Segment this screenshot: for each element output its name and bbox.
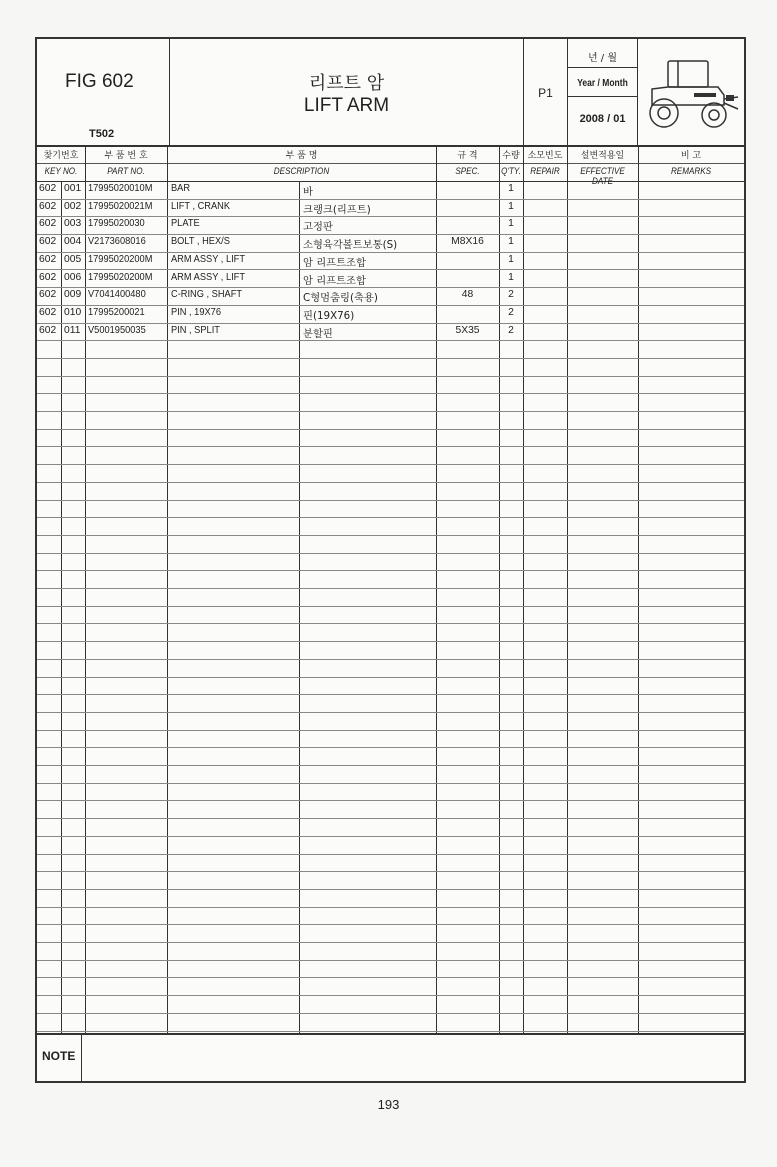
row-part-no: 17995020030: [88, 218, 145, 230]
row-key-no: 003: [64, 218, 82, 230]
table-row: [37, 234, 744, 253]
row-qty: 1: [508, 253, 514, 265]
table-row: [37, 978, 744, 997]
row-qty: 1: [508, 236, 514, 248]
fig-cell: [37, 39, 170, 145]
row-desc-korean: C형멈춤링(축용): [303, 292, 378, 305]
row-fig: 602: [39, 306, 57, 318]
note-label: NOTE: [42, 1049, 76, 1063]
table-row: [37, 747, 744, 766]
row-part-no: 17995020021M: [88, 200, 153, 212]
year-month-cell: [568, 39, 638, 145]
table-row: [37, 889, 744, 908]
row-desc-english: PLATE: [171, 218, 200, 230]
row-key-no: 009: [64, 289, 82, 301]
row-key-no: 002: [64, 200, 82, 212]
table-row: [37, 765, 744, 784]
row-part-no: 17995020200M: [88, 271, 153, 283]
table-row: [37, 393, 744, 412]
row-part-no: V2173608016: [88, 236, 146, 248]
table-row: [37, 411, 744, 430]
row-desc-korean: 핀(19X76): [303, 309, 355, 322]
table-row: [37, 836, 744, 855]
row-fig: 602: [39, 271, 57, 283]
row-qty: 1: [508, 183, 514, 194]
row-qty: 2: [508, 306, 514, 318]
row-fig: 602: [39, 183, 57, 194]
row-part-no: V7041400480: [88, 289, 146, 301]
table-row: [37, 199, 744, 218]
table-row: [37, 641, 744, 660]
col-part-no: 부 품 번 호 PART NO.: [85, 145, 167, 181]
title-korean: 리프트 암: [308, 73, 385, 94]
table-row: [37, 287, 744, 306]
fig-number: FIG 602: [65, 71, 134, 92]
row-qty: 1: [508, 218, 514, 230]
row-fig: 602: [39, 253, 57, 265]
table-row: [37, 960, 744, 979]
table-row: [37, 358, 744, 377]
page-code: P1: [538, 86, 553, 100]
row-spec: 5X35: [455, 324, 480, 336]
row-spec: M8X16: [451, 236, 484, 248]
row-desc-korean: 암 리프트조합: [303, 256, 366, 269]
row-desc-korean: 소형육각볼트보통(S): [303, 239, 398, 252]
row-desc-english: ARM ASSY , LIFT: [171, 253, 245, 265]
page-number: 193: [377, 1097, 400, 1112]
col-remarks: 비 고 REMARKS: [638, 145, 744, 181]
col-repair: 소모빈도 REPAIR: [523, 145, 567, 181]
page-cell: [524, 39, 568, 145]
row-desc-english: C-RING , SHAFT: [171, 289, 243, 301]
row-qty: 2: [508, 289, 514, 301]
tractor-illustration: [638, 39, 744, 145]
table-row: [37, 801, 744, 820]
row-key-no: 005: [64, 253, 82, 265]
row-desc-english: BAR: [171, 183, 191, 194]
row-fig: 602: [39, 236, 57, 248]
row-part-no: 17995200021: [88, 306, 145, 318]
row-desc-korean: 크랭크(리프트): [303, 203, 371, 216]
row-qty: 1: [508, 200, 514, 212]
table-row: [37, 216, 744, 235]
table-row: [37, 818, 744, 837]
table-row: [37, 677, 744, 696]
table-row: [37, 447, 744, 466]
table-row: [37, 712, 744, 731]
table-row: [37, 429, 744, 448]
row-desc-korean: 바: [303, 186, 313, 198]
table-row: [37, 376, 744, 395]
table-row: [37, 553, 744, 572]
col-spec: 규 격 SPEC.: [436, 145, 499, 181]
table-row: [37, 854, 744, 873]
row-key-no: 011: [64, 324, 81, 336]
table-row: [37, 535, 744, 554]
year-month-english: Year / Month: [577, 78, 628, 89]
table-row: [37, 624, 744, 643]
table-row: [37, 588, 744, 607]
row-desc-english: PIN , SPLIT: [171, 324, 220, 336]
table-row: [37, 464, 744, 483]
row-desc-korean: 고정판: [303, 221, 333, 234]
table-row: [37, 323, 744, 342]
table-row: [37, 730, 744, 749]
table-row: [37, 270, 744, 289]
row-desc-korean: 암 리프트조합: [303, 274, 366, 287]
row-key-no: 004: [64, 236, 82, 248]
row-key-no: 010: [64, 306, 82, 318]
row-fig: 602: [39, 289, 57, 301]
table-row: [37, 783, 744, 802]
table-row: [37, 252, 744, 271]
model-name: T502: [89, 128, 115, 140]
table-row: [37, 995, 744, 1014]
row-fig: 602: [39, 200, 57, 212]
parts-sheet: [35, 37, 746, 1083]
table-row: [37, 606, 744, 625]
row-desc-english: PIN , 19X76: [171, 306, 221, 318]
row-desc-english: ARM ASSY , LIFT: [171, 271, 245, 283]
table-row: [37, 942, 744, 961]
col-qty: 수량 Q'TY.: [499, 145, 523, 181]
row-desc-english: LIFT , CRANK: [171, 200, 231, 212]
table-row: [37, 924, 744, 943]
col-effective-date: 설변적용일 EFFECTIVE DATE: [567, 145, 638, 181]
table-row: [37, 570, 744, 589]
table-row: [37, 871, 744, 890]
table-row: [37, 340, 744, 359]
row-fig: 602: [39, 324, 57, 336]
table-row: [37, 500, 744, 519]
row-fig: 602: [39, 218, 57, 230]
title-cell: [170, 39, 524, 145]
table-row: [37, 694, 744, 713]
table-row: [37, 482, 744, 501]
row-key-no: 006: [64, 271, 82, 283]
table-row: [37, 305, 744, 324]
row-part-no: 17995020010M: [88, 183, 153, 194]
row-qty: 2: [508, 324, 514, 336]
year-month-value: 2008 / 01: [579, 113, 626, 125]
sheet-header: [37, 39, 744, 147]
col-key: 찾기번호 KEY NO.: [37, 145, 85, 181]
table-row: [37, 517, 744, 536]
tractor-icon: [638, 39, 744, 145]
table-row: [37, 181, 744, 200]
row-desc-korean: 분할핀: [303, 327, 333, 340]
row-part-no: 17995020200M: [88, 253, 153, 265]
row-spec: 48: [461, 289, 474, 301]
table-row: [37, 907, 744, 926]
year-month-korean: 년 / 월: [587, 53, 618, 64]
table-row: [37, 1013, 744, 1032]
row-desc-english: BOLT , HEX/S: [171, 236, 230, 248]
title-english: LIFT ARM: [303, 95, 390, 116]
row-part-no: V5001950035: [88, 324, 146, 336]
table-row: [37, 659, 744, 678]
row-key-no: 001: [64, 183, 82, 194]
row-qty: 1: [508, 271, 514, 283]
col-description: 부 품 명 DESCRIPTION: [167, 145, 436, 181]
